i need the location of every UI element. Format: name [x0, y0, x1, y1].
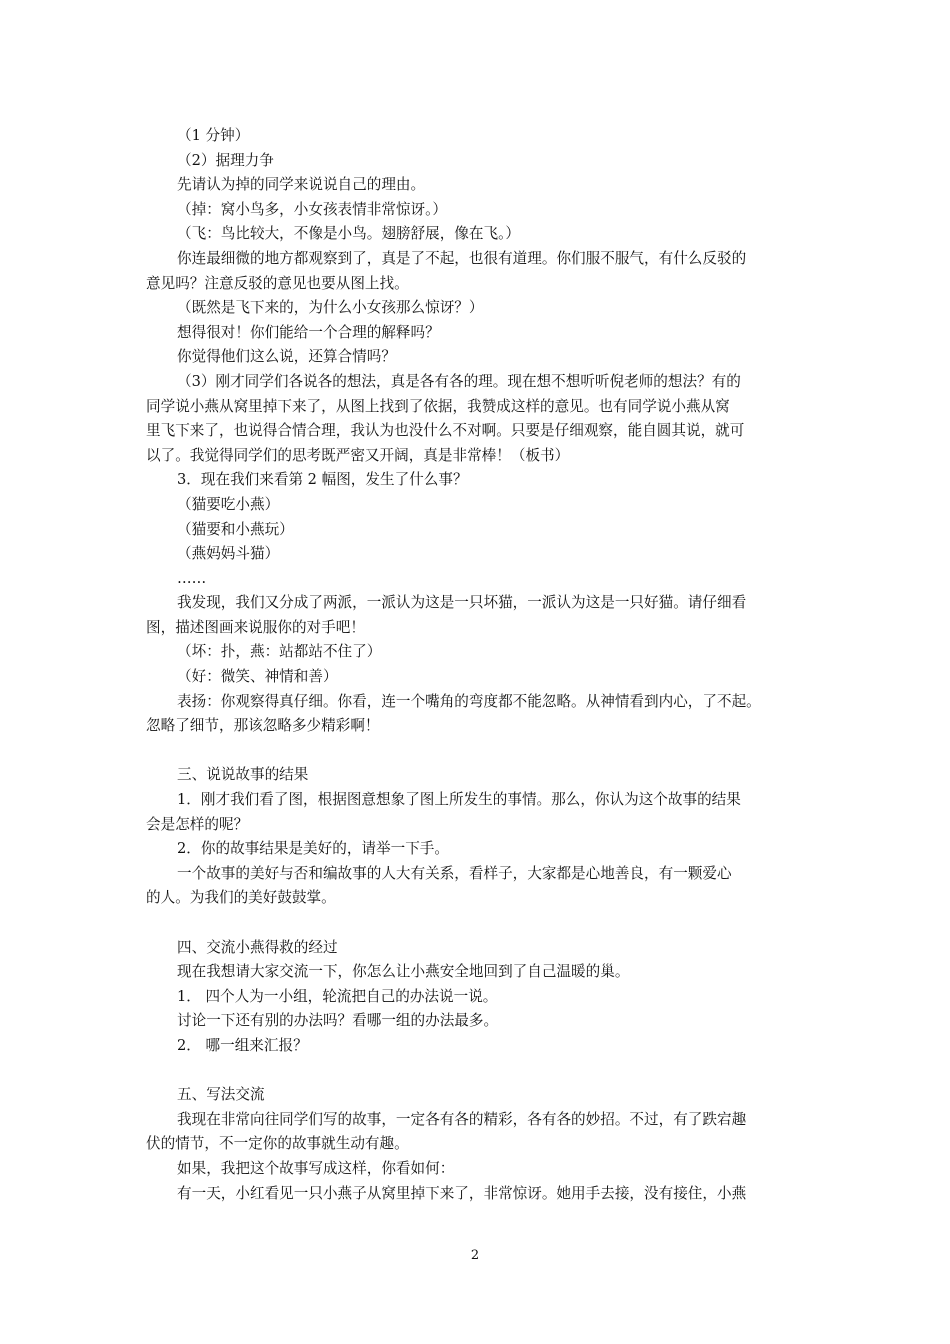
text-line: 意见吗？注意反驳的意见也要从图上找。 — [146, 274, 409, 292]
text-line: 我发现，我们又分成了两派，一派认为这是一只坏猫，一派认为这是一只好猫。请仔细看 — [177, 594, 747, 612]
text-line: （飞：鸟比较大，不像是小鸟。翅膀舒展，像在飞。） — [177, 225, 520, 243]
text-line: （燕妈妈斗猫） — [177, 545, 280, 563]
text-line: 你觉得他们这么说，还算合情吗？ — [177, 348, 396, 366]
text-line: 先请认为掉的同学来说说自己的理由。 — [177, 176, 426, 194]
text-line: （掉：窝小鸟多，小女孩表情非常惊讶。） — [177, 200, 447, 218]
text-line: （3）刚才同学们各说各的想法，真是各有各的理。现在想不想听听倪老师的想法？有的 — [177, 372, 741, 390]
text-line: 我现在非常向往同学们写的故事，一定各有各的精彩，各有各的妙招。不过，有了跌宕趣 — [177, 1110, 747, 1128]
text-line: …… — [177, 569, 207, 587]
text-line: 五、写法交流 — [177, 1086, 265, 1104]
text-line: 同学说小燕从窝里掉下来了，从图上找到了依据，我赞成这样的意见。也有同学说小燕从窝 — [146, 397, 730, 415]
text-line: 现在我想请大家交流一下，你怎么让小燕安全地回到了自己温暖的巢。 — [177, 963, 630, 981]
blank-line — [146, 911, 810, 936]
text-line: （猫要吃小燕） — [177, 495, 280, 513]
text-line: （坏：扑，燕：站都站不住了） — [177, 643, 382, 661]
text-line: 1．刚才我们看了图，根据图意想象了图上所发生的事情。那么，你认为这个故事的结果 — [177, 791, 741, 809]
blank-line — [146, 739, 810, 764]
text-line: （猫要和小燕玩） — [177, 520, 294, 538]
text-line: 3．现在我们来看第 2 幅图，发生了什么事？ — [177, 471, 468, 489]
text-line: 表扬：你观察得真仔细。你看，连一个嘴角的弯度都不能忽略。从神情看到内心，了不起。 — [177, 692, 761, 710]
text-line: 伏的情节，不一定你的故事就生动有趣。 — [146, 1135, 409, 1153]
text-line: 会是怎样的呢？ — [146, 815, 249, 833]
text-line: 2．你的故事结果是美好的，请举一下手。 — [177, 840, 449, 858]
text-line: 1． 四个人为一小组，轮流把自己的办法说一说。 — [177, 987, 498, 1005]
text-line: 的人。为我们的美好鼓鼓掌。 — [146, 889, 336, 907]
text-line: 三、说说故事的结果 — [177, 766, 309, 784]
text-line: （2）据理力争 — [177, 151, 274, 169]
text-line: 图，描述图画来说服你的对手吧！ — [146, 618, 365, 636]
text-line: 一个故事的美好与否和编故事的人大有关系，看样子，大家都是心地善良，有一颗爱心 — [177, 864, 732, 882]
text-line: 你连最细微的地方都观察到了，真是了不起，也很有道理。你们服不服气，有什么反驳的 — [177, 249, 747, 267]
text-line: 以了。我觉得同学们的思考既严密又开阔，真是非常棒！（板书） — [146, 446, 570, 464]
text-line: 四、交流小燕得救的经过 — [177, 938, 338, 956]
text-line: 想得很对！你们能给一个合理的解释吗？ — [177, 323, 440, 341]
text-line: 里飞下来了，也说得合情合理，我认为也没什么不对啊。只要是仔细观察，能自圆其说，就可 — [146, 422, 745, 440]
text-line: （1 分钟） — [177, 127, 250, 144]
page-number: 2 — [470, 1248, 480, 1263]
text-line: （好：微笑、神情和善） — [177, 668, 338, 686]
blank-line — [146, 1059, 810, 1084]
text-line: （既然是飞下来的，为什么小女孩那么惊讶？） — [177, 299, 484, 317]
text-line: 如果，我把这个故事写成这样，你看如何： — [177, 1159, 455, 1177]
text-line: 有一天，小红看见一只小燕子从窝里掉下来了，非常惊讶。她用手去接，没有接住，小燕 — [177, 1184, 747, 1202]
text-line: 讨论一下还有别的办法吗？看哪一组的办法最多。 — [177, 1012, 499, 1030]
document-body — [146, 124, 810, 1206]
text-line: 忽略了细节，那该忽略多少精彩啊！ — [146, 717, 380, 735]
text-line: 2． 哪一组来汇报？ — [177, 1036, 308, 1054]
